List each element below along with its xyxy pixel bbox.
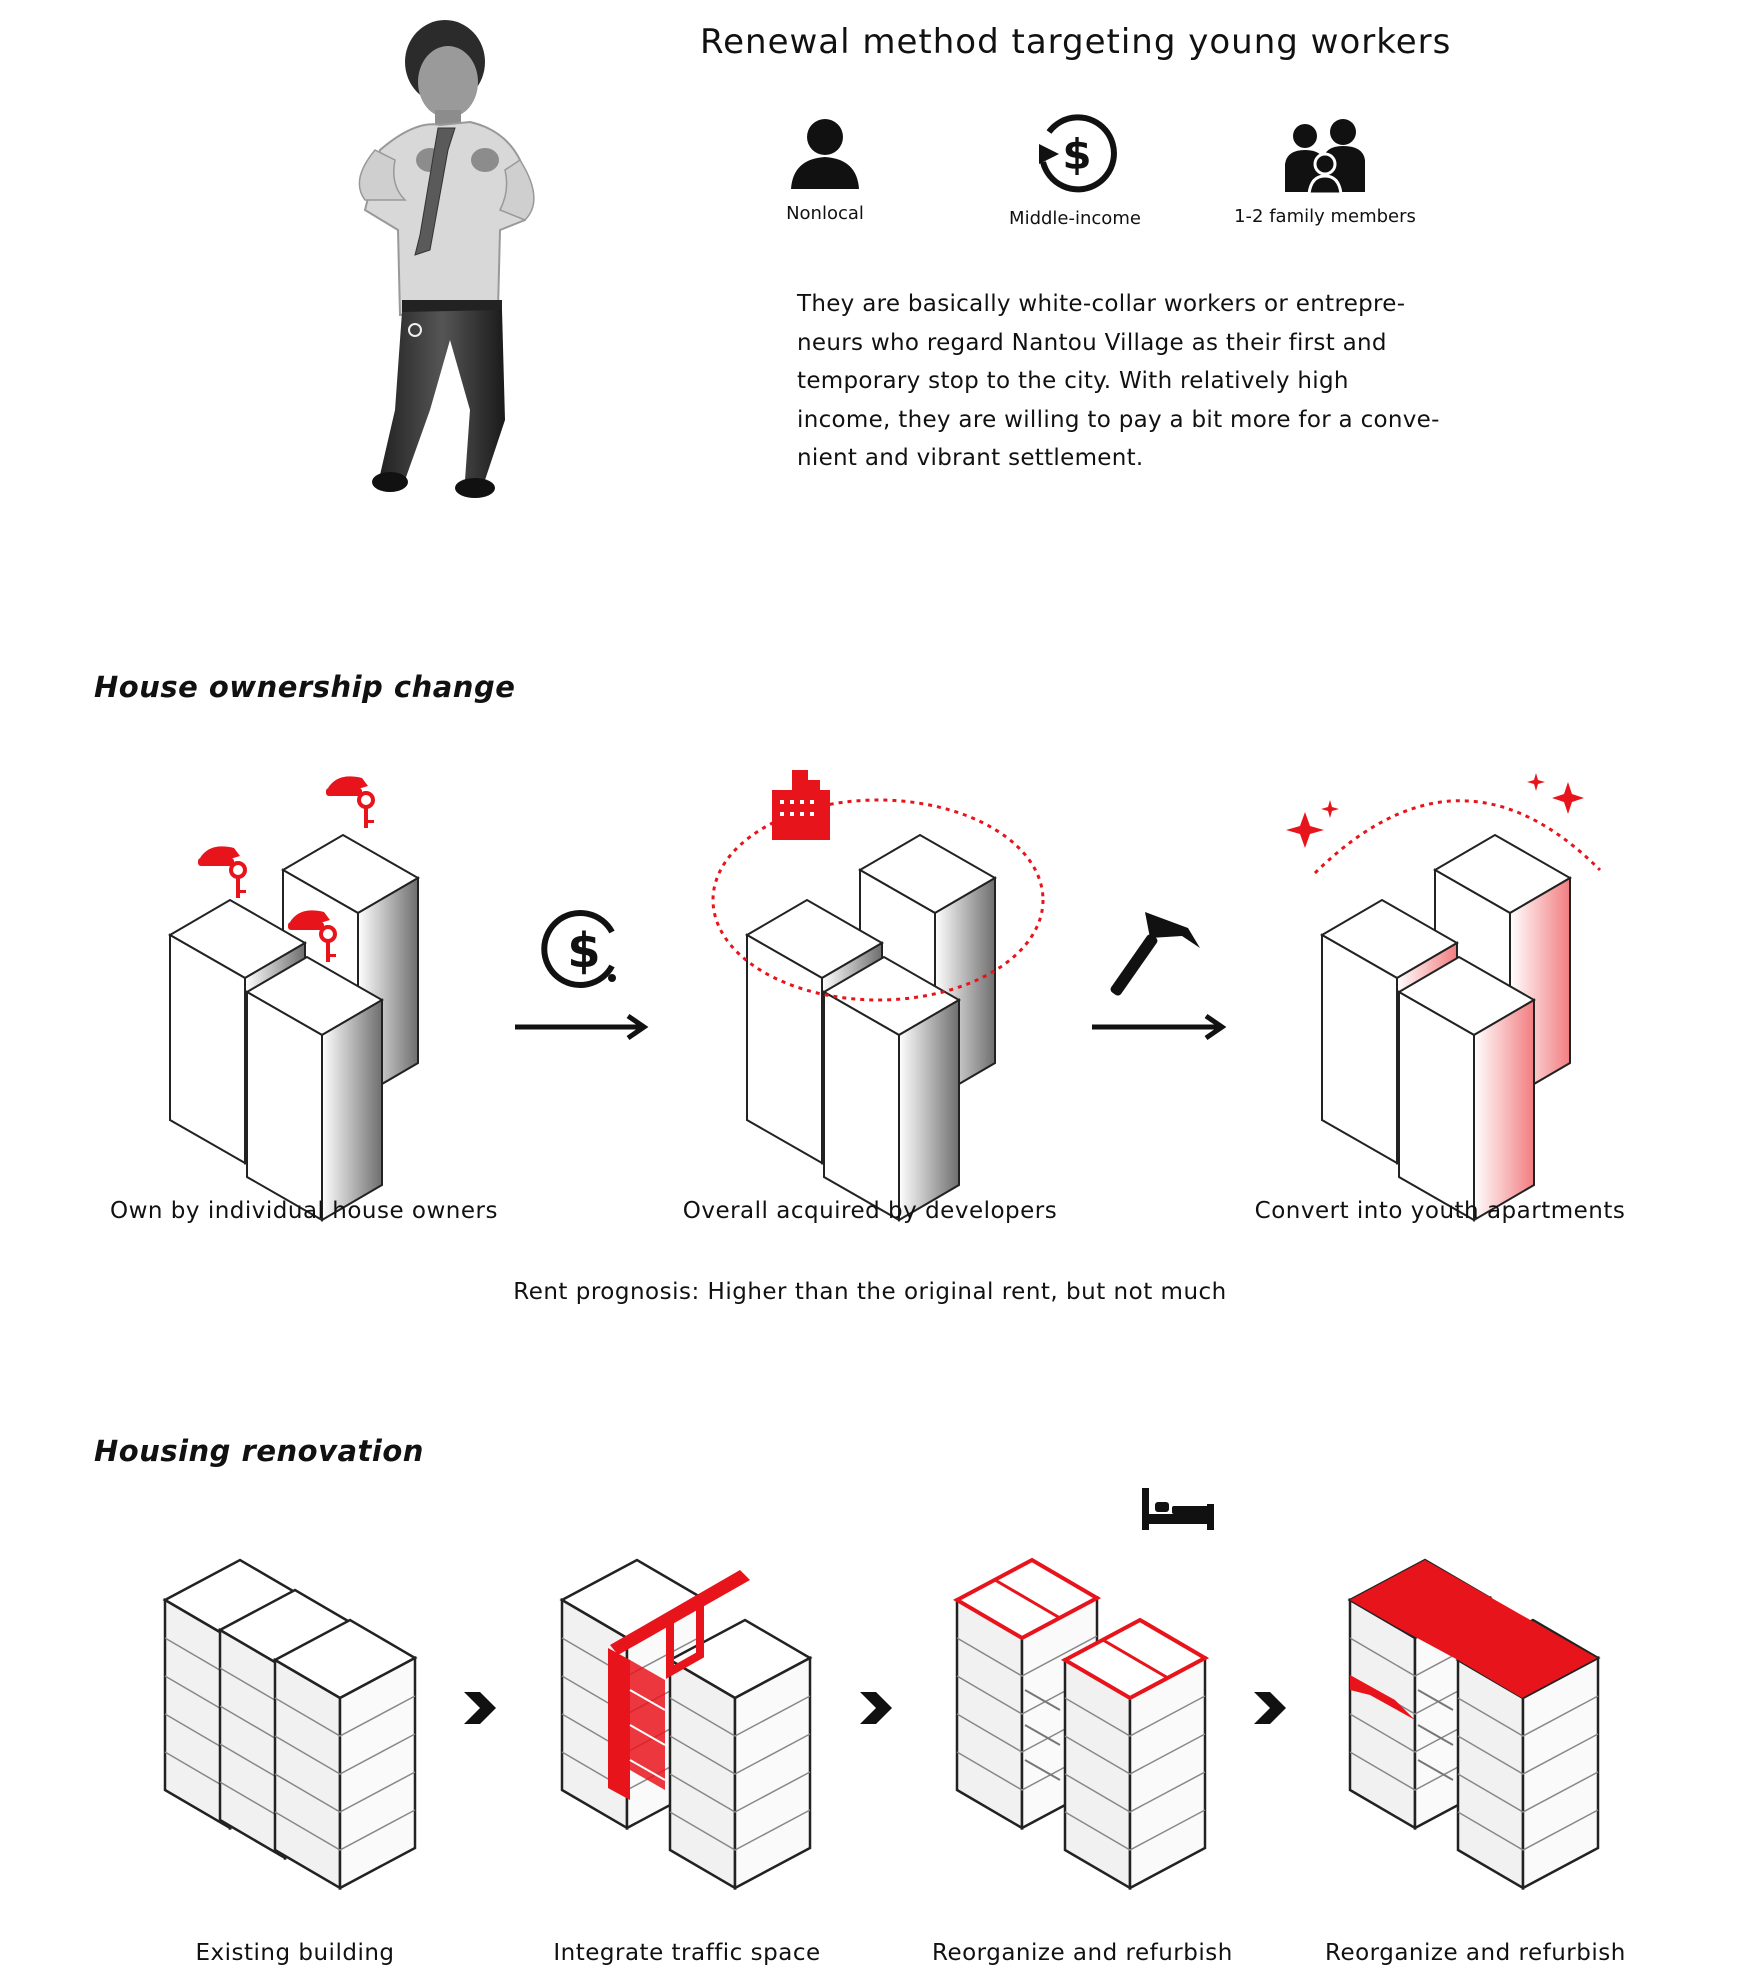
bed-icon [1142,1488,1214,1530]
building-reorganize [957,1560,1205,1888]
buildings-developer [747,835,995,1220]
chevron-right-icon [1254,1692,1286,1724]
building-existing [165,1560,415,1888]
section-title-ownership: House ownership change [94,670,516,704]
money-cycle-icon [1033,112,1117,196]
svg-text:$: $ [1062,130,1092,179]
description-line: neurs who regard Nantou Village as their first and [797,329,1387,356]
buildings-individual [170,835,418,1220]
building-refurbished [1350,1560,1598,1888]
trait-nonlocal [745,115,905,224]
trait-middle-income [985,112,1165,229]
step-label-developers: Overall acquired by developers [682,1198,1058,1224]
svg-text:$: $ [567,923,601,979]
worker-portrait [320,10,550,510]
section-title-renovation: Housing renovation [94,1434,424,1468]
dollar-coin-icon [544,913,616,985]
renovation-diagram [0,1480,1759,1880]
building-traffic [562,1560,810,1888]
trait-label: 1-2 family members [1234,206,1416,227]
rent-prognosis: Rent prognosis: Higher than the original rent, but not much [513,1279,1227,1305]
family-icon [1283,118,1367,194]
step-label-youth: Convert into youth apartments [1254,1198,1626,1224]
description-line: temporary stop to the city. With relatively high [797,368,1349,394]
description-line: They are basically white-collar workers or entrepre- [797,291,1406,317]
step-label-individual: Own by individual house owners [110,1198,498,1224]
page-title: Renewal method targeting young workers [700,22,1452,62]
chevron-right-icon [464,1692,496,1724]
chevron-right-icon [860,1692,892,1724]
sparkle-icon [1286,773,1584,848]
hammer-icon [1109,912,1200,997]
renovation-label-existing: Existing building [195,1940,395,1966]
buildings-youth-apartments [1322,835,1570,1220]
description-line: income, they are willing to pay a bit more for a conve- [797,406,1440,433]
description-paragraph [797,285,1477,478]
renovation-label-refurbish: Reorganize and refurbish [1325,1940,1626,1966]
developer-building-icon [772,770,830,840]
person-icon [787,115,863,191]
trait-family [1225,118,1425,227]
renovation-label-reorganize: Reorganize and refurbish [932,1940,1233,1966]
ownership-diagram [0,740,1759,1190]
arrow-right [515,1016,644,1038]
description-line: nient and vibrant settlement. [797,445,1144,471]
renovation-label-traffic: Integrate traffic space [553,1940,821,1966]
arrow-right [1092,1016,1222,1038]
trait-label: Middle-income [1009,208,1141,229]
trait-label: Nonlocal [786,203,864,224]
